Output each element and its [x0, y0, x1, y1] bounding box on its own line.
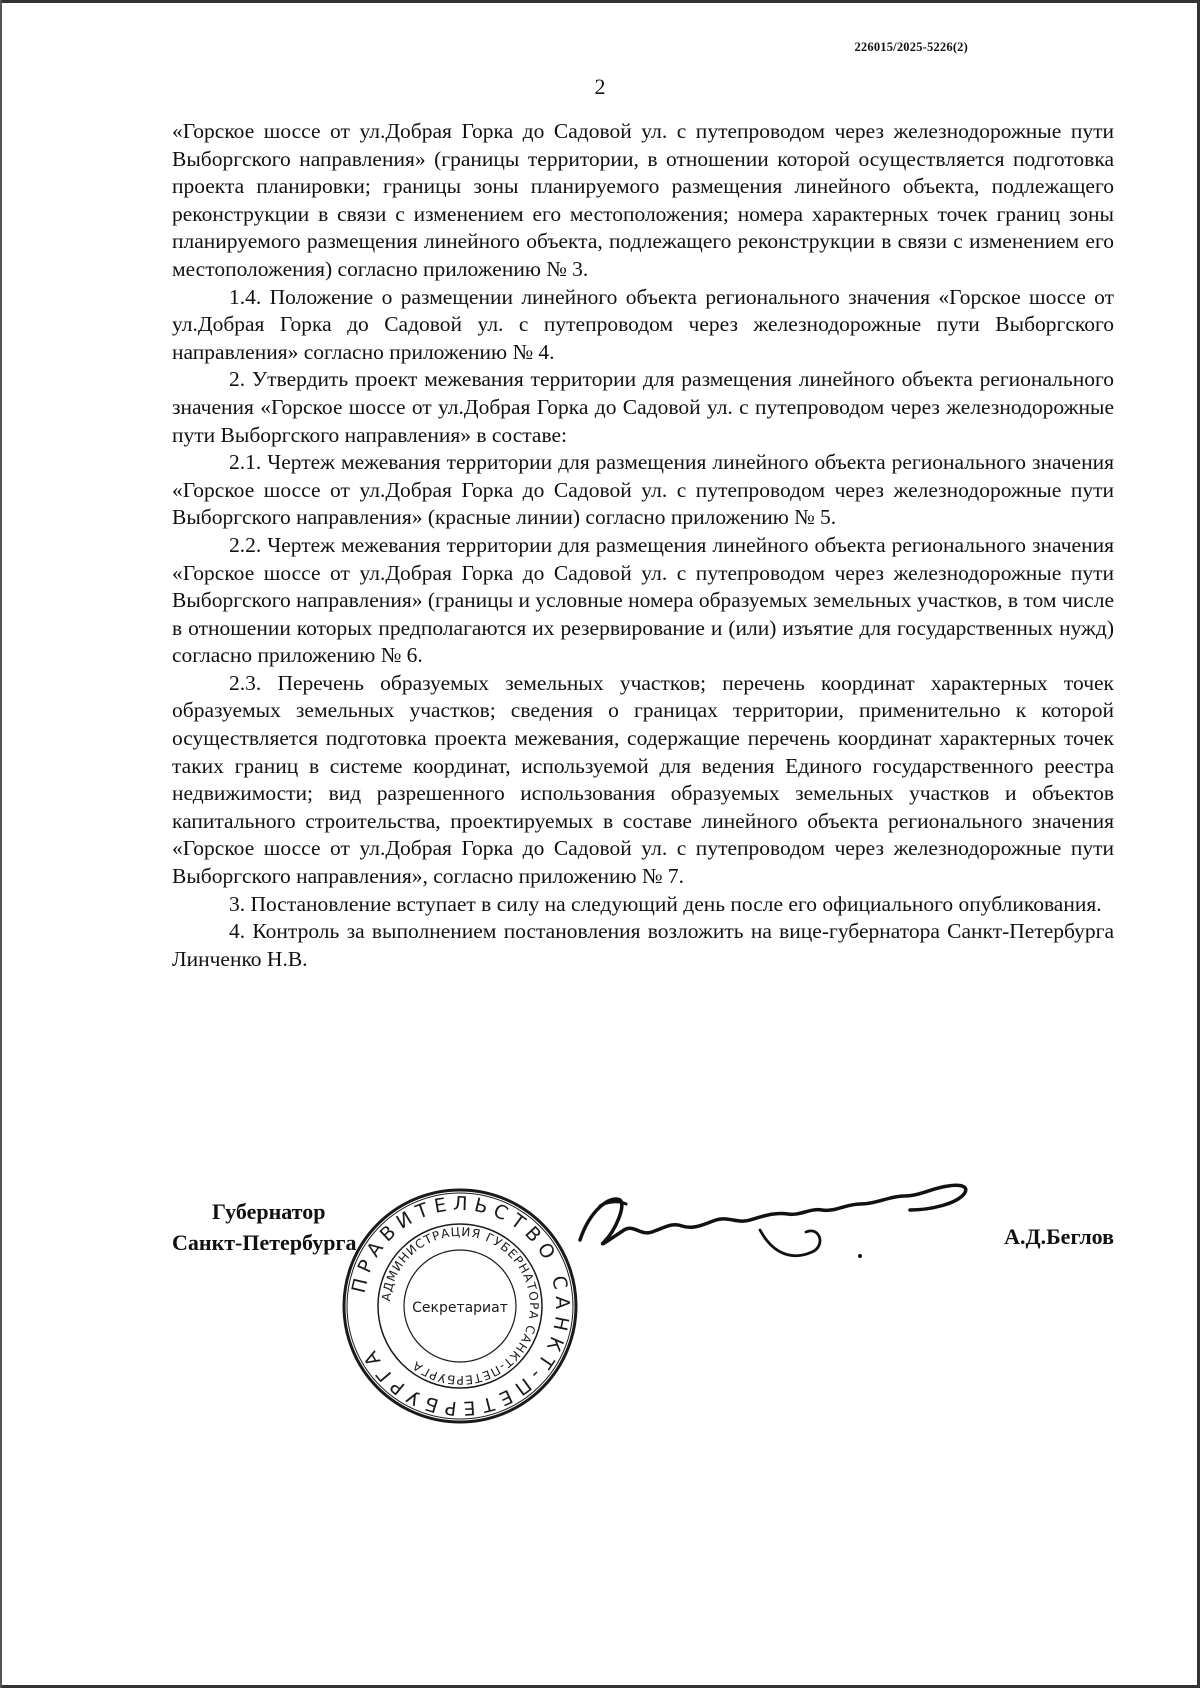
- official-seal: [340, 1186, 580, 1426]
- signatory-title-line2: Санкт-Петербурга: [172, 1230, 357, 1255]
- document-number: 226015/2025-5226(2): [854, 40, 968, 54]
- seal-center-text: Секретариат: [412, 1300, 508, 1316]
- seal-outer-text: ПРАВИТЕЛЬСТВО САНКТ-ПЕТЕРБУРГА: [347, 1192, 574, 1420]
- paragraph-2-3: 2.3. Перечень образуемых земельных участков; перечень координат характерных точек образуемых земельных участков; сведения о границах территории, применительно к которой осуществляется подготовка проекта межевания, содержащие перечень координат характерных точек таких границ в системе координат, используемой для ведения Единого государственного реестра недвижимости; вид разрешенного использования образуемых земельных участков и объектов капитального строительства, проектируемых в составе линейного объекта регионального значения «Горское шоссе от ул.Добрая Горка до Садовой ул. с путепроводом через железнодорожные пути Выборгского направления», согласно приложению № 7.: [172, 670, 1114, 889]
- paragraph-1-4: 1.4. Положение о размещении линейного объекта регионального значения «Горское шоссе от ул.Добрая Горка до Садовой ул. с путепроводом через железнодорожные пути Выборгского направления» согласно приложению № 4.: [172, 284, 1114, 364]
- paragraph-4: 4. Контроль за выполнением постановления возложить на вице-губернатора Санкт-Петербурга Линченко Н.В.: [172, 919, 1114, 971]
- handwritten-signature: [560, 1160, 990, 1280]
- paragraph-2: 2. Утвердить проект межевания территории для размещения линейного объекта регионального значения «Горское шоссе от ул.Добрая Горка до Садовой ул. с путепроводом через железнодорожные пути Выборгского направления» в составе:: [172, 367, 1114, 447]
- signature-dot: [858, 1254, 862, 1258]
- scan-border-top: [0, 0, 1200, 3]
- signatory-title-line1: Губернатор: [212, 1199, 326, 1224]
- seal-inner-text: АДМИНИСТРАЦИЯ ГУБЕРНАТОРА САНКТ-ПЕТЕРБУРГА: [379, 1224, 542, 1388]
- signatory-name: А.Д.Беглов: [1004, 1224, 1114, 1249]
- paragraph-2-1: 2.1. Чертеж межевания территории для размещения линейного объекта регионального значения «Горское шоссе от ул.Добрая Горка до Садовой ул. с путепроводом через железнодорожные пути Выборгского направления» (красные линии) согласно приложению № 5.: [172, 450, 1114, 530]
- paragraph-3: 3. Постановление вступает в силу на следующий день после его официального опубликования.: [229, 891, 1102, 916]
- signature-stroke-main: [580, 1185, 966, 1244]
- scan-border-left: [0, 0, 2, 1688]
- paragraph-2-2: 2.2. Чертеж межевания территории для размещения линейного объекта регионального значения «Горское шоссе от ул.Добрая Горка до Садовой ул. с путепроводом через железнодорожные пути Выборгского направления» (границы и условные номера образуемых земельных участков, в том числе в отношении которых предполагаются их резервирование и (или) изъятие для государственных нужд) согласно приложению № 6.: [172, 532, 1114, 668]
- signature-stroke-loop: [760, 1230, 820, 1256]
- document-body: [172, 118, 1114, 973]
- paragraph-continuation: «Горское шоссе от ул.Добрая Горка до Садовой ул. с путепроводом через железнодорожные пути Выборгского направления» (границы территории, в отношении которой осуществляется подготовка проекта планировки; границы зоны планируемого размещения линейного объекта, подлежащего реконструкции в связи с изменением его местоположения; номера характерных точек границ зоны планируемого размещения линейного объекта, подлежащего реконструкции в связи с изменением его местоположения) согласно приложению № 3.: [172, 119, 1114, 281]
- page-number: 2: [594, 74, 606, 99]
